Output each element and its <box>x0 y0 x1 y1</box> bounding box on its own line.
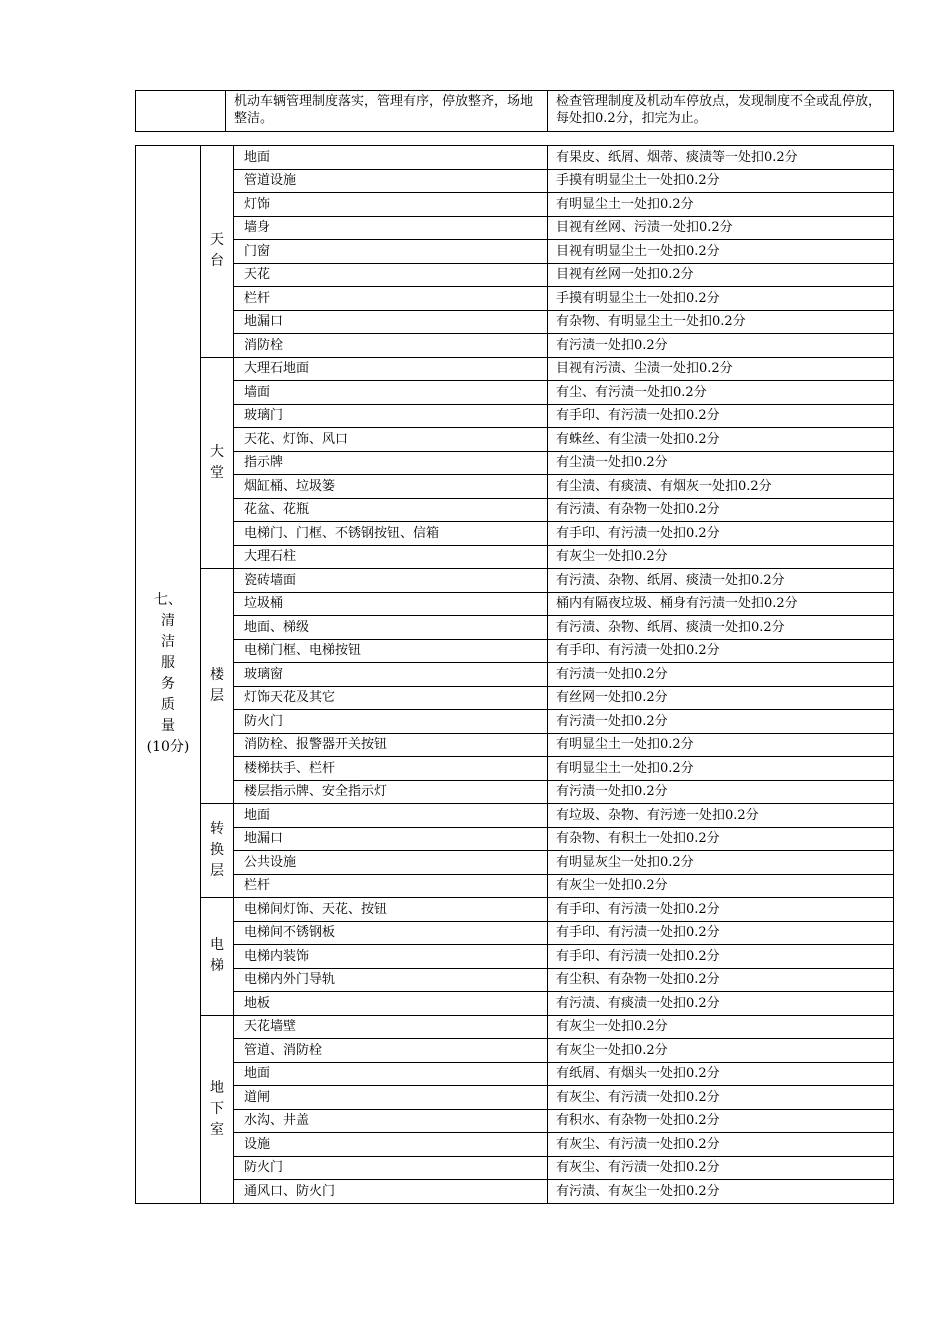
standard-cell: 有积水、有杂物一处扣0.2分 <box>548 1109 894 1133</box>
table-body <box>136 146 894 1204</box>
table-row <box>136 616 894 640</box>
standard-cell: 有手印、有污渍一处扣0.2分 <box>548 404 894 428</box>
item-cell: 大理石柱 <box>234 545 548 569</box>
standard-cell: 有手印、有污渍一处扣0.2分 <box>548 898 894 922</box>
table-row <box>136 639 894 663</box>
item-cell: 公共设施 <box>234 851 548 875</box>
table-row <box>136 263 894 287</box>
standard-cell: 有杂物、有积土一处扣0.2分 <box>548 827 894 851</box>
item-cell: 灯饰天花及其它 <box>234 686 548 710</box>
table-row <box>136 310 894 334</box>
item-cell: 电梯内外门导轨 <box>234 968 548 992</box>
item-cell: 花盆、花瓶 <box>234 498 548 522</box>
section-title-char: 洁 <box>161 634 175 651</box>
item-cell: 瓷砖墙面 <box>234 569 548 593</box>
item-cell: 设施 <box>234 1133 548 1157</box>
item-cell: 通风口、防火门 <box>234 1180 548 1204</box>
table-row <box>136 240 894 264</box>
category-char: 转 <box>210 821 224 837</box>
category-char: 台 <box>210 253 224 270</box>
table-row <box>136 1180 894 1204</box>
table-row <box>136 193 894 217</box>
table-row <box>136 592 894 616</box>
item-cell: 地漏口 <box>234 310 548 334</box>
standard-cell: 有尘积、有杂物一处扣0.2分 <box>548 968 894 992</box>
table-row <box>136 357 894 381</box>
standard-cell: 有尘、有污渍一处扣0.2分 <box>548 381 894 405</box>
standard-cell: 检查管理制度及机动车停放点，发现制度不全或乱停放，每处扣0.2分，扣完为止。 <box>548 91 894 132</box>
item-cell: 墙面 <box>234 381 548 405</box>
table-row <box>136 381 894 405</box>
standard-cell: 有手印、有污渍一处扣0.2分 <box>548 522 894 546</box>
table-row <box>136 780 894 804</box>
standard-cell: 目视有明显尘土一处扣0.2分 <box>548 240 894 264</box>
vehicle-management-table <box>135 90 894 132</box>
standard-cell: 目视有污渍、尘渍一处扣0.2分 <box>548 357 894 381</box>
standard-cell: 有果皮、纸屑、烟蒂、痰渍等一处扣0.2分 <box>548 146 894 170</box>
section-title-char: 清 <box>161 613 175 630</box>
category-char: 地 <box>210 1079 224 1096</box>
standard-cell: 有明显尘土一处扣0.2分 <box>548 193 894 217</box>
table-row <box>136 686 894 710</box>
table-row <box>136 663 894 687</box>
item-cell: 指示牌 <box>234 451 548 475</box>
table-row <box>136 169 894 193</box>
standard-cell: 有明显灰尘一处扣0.2分 <box>548 851 894 875</box>
table-row <box>136 498 894 522</box>
section-title-char: 质 <box>161 697 175 714</box>
item-cell: 电梯门框、电梯按钮 <box>234 639 548 663</box>
table-row <box>136 475 894 499</box>
standard-cell: 有灰尘一处扣0.2分 <box>548 545 894 569</box>
table-row <box>136 334 894 358</box>
item-cell: 地漏口 <box>234 827 548 851</box>
standard-cell: 有污渍、有灰尘一处扣0.2分 <box>548 1180 894 1204</box>
table-row <box>136 146 894 170</box>
item-cell: 玻璃窗 <box>234 663 548 687</box>
standard-cell: 有灰尘、有污渍一处扣0.2分 <box>548 1156 894 1180</box>
item-cell: 电梯间灯饰、天花、按钮 <box>234 898 548 922</box>
category-char: 电 <box>210 937 224 954</box>
section-title-char: 务 <box>161 676 175 693</box>
standard-cell: 有灰尘一处扣0.2分 <box>548 1015 894 1039</box>
table-row <box>136 992 894 1016</box>
standard-cell: 有丝网一处扣0.2分 <box>548 686 894 710</box>
section-title-char: 七、 <box>154 592 182 609</box>
standard-cell: 有污渍、杂物、纸屑、痰渍一处扣0.2分 <box>548 569 894 593</box>
standard-cell: 有手印、有污渍一处扣0.2分 <box>548 639 894 663</box>
empty-cell <box>136 91 226 132</box>
table-row <box>136 569 894 593</box>
standard-cell: 有手印、有污渍一处扣0.2分 <box>548 945 894 969</box>
standard-cell: 有灰尘、有污渍一处扣0.2分 <box>548 1133 894 1157</box>
table-row <box>136 827 894 851</box>
table-row <box>136 545 894 569</box>
item-cell: 机动车辆管理制度落实，管理有序，停放整齐，场地整洁。 <box>226 91 548 132</box>
category-char: 下 <box>210 1100 224 1117</box>
table-row <box>136 851 894 875</box>
item-cell: 烟缸桶、垃圾篓 <box>234 475 548 499</box>
category-char: 室 <box>210 1121 224 1138</box>
standard-cell: 有污渍一处扣0.2分 <box>548 663 894 687</box>
item-cell: 地面 <box>234 1062 548 1086</box>
item-cell: 玻璃门 <box>234 404 548 428</box>
category-char: 大 <box>210 443 224 460</box>
category-char: 堂 <box>210 464 224 481</box>
item-cell: 地面 <box>234 804 548 828</box>
item-cell: 管道、消防栓 <box>234 1039 548 1063</box>
standard-cell: 有污渍一处扣0.2分 <box>548 780 894 804</box>
standard-cell: 有蛛丝、有尘渍一处扣0.2分 <box>548 428 894 452</box>
table-row <box>136 287 894 311</box>
table-row <box>136 428 894 452</box>
category-cell <box>201 569 234 804</box>
category-char: 层 <box>210 688 224 704</box>
standard-cell: 有灰尘一处扣0.2分 <box>548 1039 894 1063</box>
standard-cell: 有纸屑、有烟头一处扣0.2分 <box>548 1062 894 1086</box>
item-cell: 楼梯扶手、栏杆 <box>234 757 548 781</box>
table-row <box>136 451 894 475</box>
category-char: 换 <box>210 842 224 858</box>
standard-cell: 有尘渍一处扣0.2分 <box>548 451 894 475</box>
standard-cell: 有明显尘土一处扣0.2分 <box>548 757 894 781</box>
table-row <box>136 874 894 898</box>
standard-cell: 有灰尘、有污渍一处扣0.2分 <box>548 1086 894 1110</box>
category-cell <box>201 1015 234 1203</box>
table-row <box>136 1039 894 1063</box>
category-char: 层 <box>210 863 224 879</box>
table-row <box>136 522 894 546</box>
category-char: 天 <box>210 232 224 249</box>
standard-cell: 目视有丝网、污渍一处扣0.2分 <box>548 216 894 240</box>
standard-cell: 有明显尘土一处扣0.2分 <box>548 733 894 757</box>
item-cell: 天花墙壁 <box>234 1015 548 1039</box>
section-title-char: 量 <box>161 718 175 735</box>
table-row <box>136 968 894 992</box>
standard-cell: 桶内有隔夜垃圾、桶身有污渍一处扣0.2分 <box>548 592 894 616</box>
table-row <box>136 710 894 734</box>
table-row <box>136 1062 894 1086</box>
standard-cell: 目视有丝网一处扣0.2分 <box>548 263 894 287</box>
category-cell <box>201 146 234 358</box>
standard-cell: 有手印、有污渍一处扣0.2分 <box>548 921 894 945</box>
standard-cell: 手摸有明显尘土一处扣0.2分 <box>548 287 894 311</box>
table-row <box>136 404 894 428</box>
standard-cell: 有污渍、杂物、纸屑、痰渍一处扣0.2分 <box>548 616 894 640</box>
standard-cell: 有污渍、有痰渍一处扣0.2分 <box>548 992 894 1016</box>
table-row <box>136 1015 894 1039</box>
item-cell: 消防栓 <box>234 334 548 358</box>
table-row <box>136 1109 894 1133</box>
table-row <box>136 804 894 828</box>
item-cell: 大理石地面 <box>234 357 548 381</box>
standard-cell: 有尘渍、有痰渍、有烟灰一处扣0.2分 <box>548 475 894 499</box>
item-cell: 栏杆 <box>234 874 548 898</box>
item-cell: 天花 <box>234 263 548 287</box>
table-row <box>136 1156 894 1180</box>
table-row <box>136 757 894 781</box>
item-cell: 地面、梯级 <box>234 616 548 640</box>
standard-cell: 有杂物、有明显尘土一处扣0.2分 <box>548 310 894 334</box>
category-char: 楼 <box>210 667 224 683</box>
item-cell: 墙身 <box>234 216 548 240</box>
table-row <box>136 898 894 922</box>
table-row <box>136 1133 894 1157</box>
standard-cell: 有污渍一处扣0.2分 <box>548 334 894 358</box>
item-cell: 电梯门、门框、不锈钢按钮、信箱 <box>234 522 548 546</box>
category-cell <box>201 357 234 569</box>
item-cell: 管道设施 <box>234 169 548 193</box>
item-cell: 天花、灯饰、风口 <box>234 428 548 452</box>
table-row <box>136 733 894 757</box>
section-title-char: 服 <box>161 655 175 672</box>
item-cell: 地板 <box>234 992 548 1016</box>
table-row <box>136 91 894 132</box>
section-title-char: (10分) <box>146 739 190 756</box>
table-row <box>136 945 894 969</box>
item-cell: 灯饰 <box>234 193 548 217</box>
item-cell: 道闸 <box>234 1086 548 1110</box>
category-char: 梯 <box>210 958 224 975</box>
cleaning-quality-table <box>135 145 894 1204</box>
item-cell: 电梯间不锈钢板 <box>234 921 548 945</box>
standard-cell: 有污渍一处扣0.2分 <box>548 710 894 734</box>
item-cell: 水沟、井盖 <box>234 1109 548 1133</box>
standard-cell: 有灰尘一处扣0.2分 <box>548 874 894 898</box>
item-cell: 防火门 <box>234 710 548 734</box>
item-cell: 消防栓、报警器开关按钮 <box>234 733 548 757</box>
table-row <box>136 921 894 945</box>
item-cell: 栏杆 <box>234 287 548 311</box>
standard-cell: 手摸有明显尘土一处扣0.2分 <box>548 169 894 193</box>
section-title-cell <box>136 146 201 1204</box>
item-cell: 地面 <box>234 146 548 170</box>
category-cell <box>201 898 234 1016</box>
category-cell <box>201 804 234 898</box>
table-row <box>136 216 894 240</box>
item-cell: 防火门 <box>234 1156 548 1180</box>
item-cell: 门窗 <box>234 240 548 264</box>
standard-cell: 有污渍、有杂物一处扣0.2分 <box>548 498 894 522</box>
item-cell: 电梯内装饰 <box>234 945 548 969</box>
item-cell: 楼层指示牌、安全指示灯 <box>234 780 548 804</box>
table-row <box>136 1086 894 1110</box>
item-cell: 垃圾桶 <box>234 592 548 616</box>
standard-cell: 有垃圾、杂物、有污迹一处扣0.2分 <box>548 804 894 828</box>
